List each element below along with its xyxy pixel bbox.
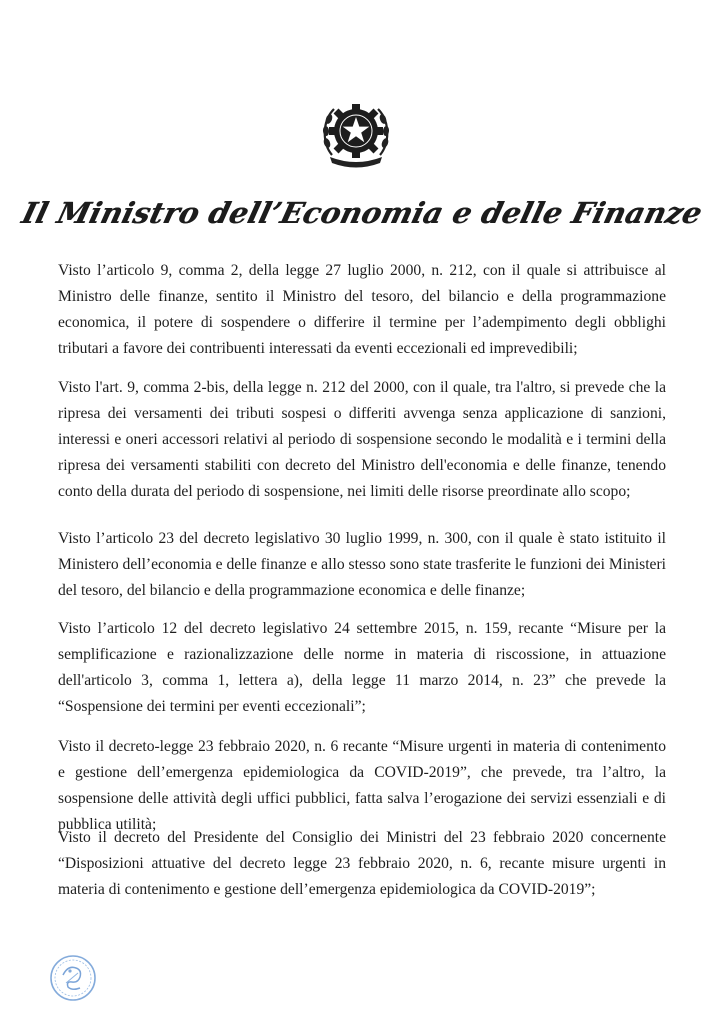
paragraph-dpcm-23-febbraio-2020: Visto il decreto del Presidente del Consiglio dei Ministri del 23 febbraio 2020 concernente “Disposizioni attuative del decreto legge 23 febbraio 2020, n. 6, recante misure urgenti in materia di contenimento e gestione dell’emergenza epidemiologica da COVID-2019”; bbox=[58, 829, 666, 898]
paragraph-article-12-dlgs-159-2015: Visto l’articolo 12 del decreto legislativo 24 settembre 2015, n. 159, recante “Misure per la semplificazione e razionalizzazione delle norme in materia di riscossione, in attuazione dell'articolo 3, comma 1, lettera a), della legge 11 marzo 2014, n. 23” che prevede la “Sospensione dei termini per eventi eccezionali”; bbox=[58, 620, 666, 715]
ministry-seal-stamp-icon bbox=[48, 953, 98, 1003]
italian-republic-emblem-icon bbox=[318, 97, 394, 169]
paragraph-article-9-comma-2-bis: Visto l'art. 9, comma 2-bis, della legge n. 212 del 2000, con il quale, tra l'altro, si prevede che la ripresa dei versamenti dei tributi sospesi o differiti avvenga senza applicazione di sanzioni, interessi e oneri accessori relativi al periodo di sospensione secondo le modalità e i termini della ripresa dei versamenti stabiliti con decreto del Ministro dell'economia e delle finanze, tenendo conto della durata del periodo di sospensione, nei limiti delle risorse preordinate allo scopo; bbox=[58, 379, 666, 500]
paragraph-decreto-legge-6-2020: Visto il decreto-legge 23 febbraio 2020, n. 6 recante “Misure urgenti in materia di contenimento e gestione dell’emergenza epidemiologica da COVID-2019”, che prevede, tra l’altro, la sospensione delle attività degli uffici pubblici, fatta salva l’erogazione dei servizi essenziali e di pubblica utilità; bbox=[58, 738, 666, 833]
page-title: Il Ministro dell’Economia e delle Finanze bbox=[18, 196, 706, 230]
paragraph-article-9-comma-2: Visto l’articolo 9, comma 2, della legge 27 luglio 2000, n. 212, con il quale si attribuisce al Ministro delle finanze, sentito il Ministro del tesoro, del bilancio e della programmazione economica, il potere di sospendere o differire il termine per l’adempimento degli obblighi tributari a favore dei contribuenti interessati da eventi eccezionali ed imprevedibili; bbox=[58, 262, 666, 357]
paragraph-article-23-dlgs-300-1999: Visto l’articolo 23 del decreto legislativo 30 luglio 1999, n. 300, con il quale è stato istituito il Ministero dell’economia e delle finanze e allo stesso sono state trasferite le funzioni dei Ministeri del tesoro, del bilancio e della programmazione economica e delle finanze; bbox=[58, 530, 666, 599]
